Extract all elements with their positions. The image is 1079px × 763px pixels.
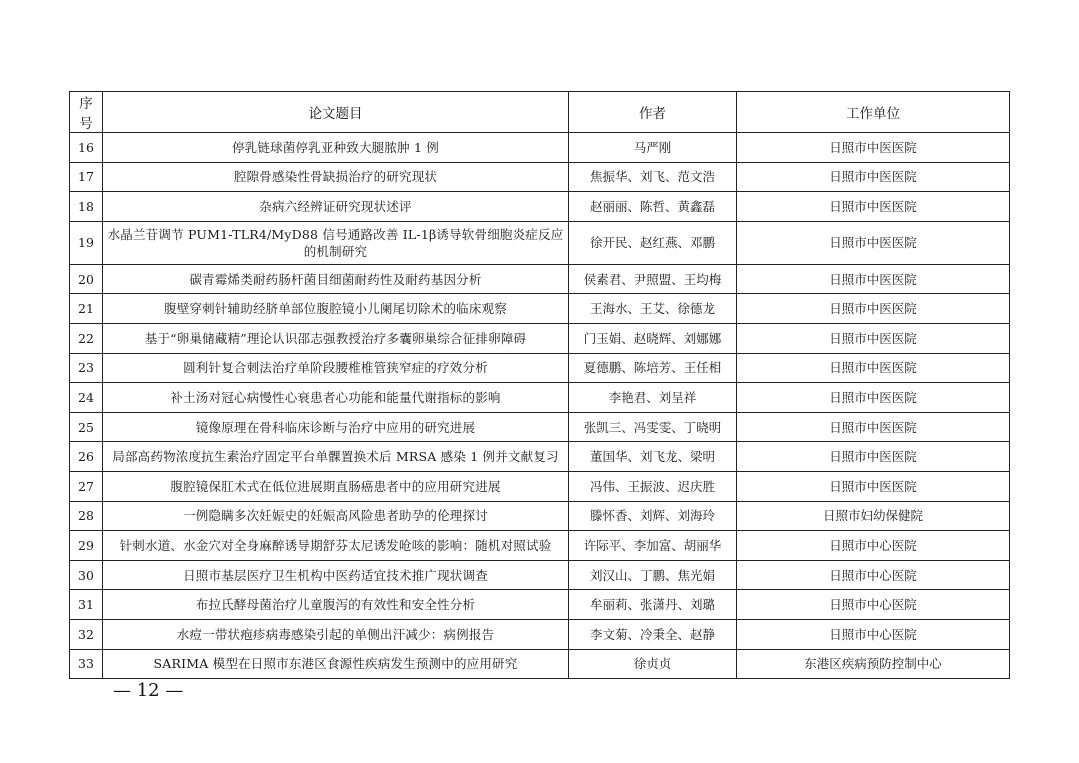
cell-title: 碳青霉烯类耐药肠杆菌目细菌耐药性及耐药基因分析	[103, 264, 569, 294]
cell-title: 镜像原理在骨科临床诊断与治疗中应用的研究进展	[103, 412, 569, 442]
cell-no: 33	[70, 649, 103, 679]
papers-table	[69, 91, 1010, 679]
cell-unit: 日照市中医医院	[737, 162, 1010, 192]
cell-author: 董国华、刘飞龙、梁明	[569, 442, 737, 472]
cell-author: 李文菊、冷秉全、赵静	[569, 619, 737, 649]
cell-title: 布拉氏酵母菌治疗儿童腹泻的有效性和安全性分析	[103, 590, 569, 620]
cell-title: 圆利针复合刺法治疗单阶段腰椎椎管狭窄症的疗效分析	[103, 353, 569, 383]
table-header-row	[70, 92, 1010, 133]
cell-unit: 日照市中医医院	[737, 294, 1010, 324]
cell-unit: 日照市中医医院	[737, 221, 1010, 264]
cell-no: 20	[70, 264, 103, 294]
table-row	[70, 383, 1010, 413]
cell-unit: 日照市中医医院	[737, 412, 1010, 442]
cell-title: 针刺水道、水金穴对全身麻醉诱导期舒芬太尼诱发呛咳的影响：随机对照试验	[103, 531, 569, 561]
cell-no: 16	[70, 133, 103, 163]
header-unit: 工作单位	[737, 92, 1010, 133]
cell-title: 补土汤对冠心病慢性心衰患者心功能和能量代谢指标的影响	[103, 383, 569, 413]
cell-title: 基于“卵巢储藏精”理论认识邵志强教授治疗多囊卵巢综合征排卵障碍	[103, 323, 569, 353]
table-row	[70, 649, 1010, 679]
cell-author: 许际平、李加富、胡丽华	[569, 531, 737, 561]
cell-no: 22	[70, 323, 103, 353]
header-no: 序号	[70, 92, 103, 133]
cell-unit: 日照市中医医院	[737, 383, 1010, 413]
table-row	[70, 531, 1010, 561]
cell-unit: 日照市妇幼保健院	[737, 501, 1010, 531]
cell-no: 30	[70, 560, 103, 590]
table-row	[70, 412, 1010, 442]
cell-title: 一例隐瞒多次妊娠史的妊娠高风险患者助孕的伦理探讨	[103, 501, 569, 531]
cell-no: 31	[70, 590, 103, 620]
cell-unit: 日照市中心医院	[737, 619, 1010, 649]
header-title: 论文题目	[103, 92, 569, 133]
table-row	[70, 264, 1010, 294]
page-number: — 12 —	[113, 680, 184, 701]
cell-author: 滕怀香、刘辉、刘海玲	[569, 501, 737, 531]
cell-author: 焦振华、刘飞、范文浩	[569, 162, 737, 192]
cell-no: 19	[70, 221, 103, 264]
table-row	[70, 590, 1010, 620]
cell-title: 停乳链球菌停乳亚种致大腿脓肿 1 例	[103, 133, 569, 163]
cell-unit: 日照市中医医院	[737, 471, 1010, 501]
cell-title: 水痘一带状疱疹病毒感染引起的单侧出汗减少：病例报告	[103, 619, 569, 649]
table-row	[70, 471, 1010, 501]
cell-no: 27	[70, 471, 103, 501]
cell-author: 王海水、王艾、徐德龙	[569, 294, 737, 324]
cell-author: 冯伟、王振波、迟庆胜	[569, 471, 737, 501]
cell-author: 门玉娟、赵晓辉、刘娜娜	[569, 323, 737, 353]
cell-no: 18	[70, 192, 103, 222]
cell-no: 25	[70, 412, 103, 442]
cell-no: 24	[70, 383, 103, 413]
cell-title: 局部高药物浓度抗生素治疗固定平台单髁置换术后 MRSA 感染 1 例并文献复习	[103, 442, 569, 472]
table-row	[70, 221, 1010, 264]
header-author: 作者	[569, 92, 737, 133]
cell-no: 28	[70, 501, 103, 531]
cell-unit: 东港区疾病预防控制中心	[737, 649, 1010, 679]
cell-unit: 日照市中心医院	[737, 560, 1010, 590]
cell-title: 腔隙骨感染性骨缺损治疗的研究现状	[103, 162, 569, 192]
cell-author: 李艳君、刘呈祥	[569, 383, 737, 413]
table-row	[70, 162, 1010, 192]
cell-unit: 日照市中医医院	[737, 323, 1010, 353]
cell-unit: 日照市中心医院	[737, 590, 1010, 620]
table-row	[70, 353, 1010, 383]
cell-author: 赵丽丽、陈哲、黄鑫磊	[569, 192, 737, 222]
table-row	[70, 619, 1010, 649]
cell-unit: 日照市中医医院	[737, 442, 1010, 472]
cell-author: 夏德鹏、陈培芳、王任相	[569, 353, 737, 383]
cell-title: SARIMA 模型在日照市东港区食源性疾病发生预测中的应用研究	[103, 649, 569, 679]
cell-no: 26	[70, 442, 103, 472]
table-row	[70, 294, 1010, 324]
cell-no: 17	[70, 162, 103, 192]
cell-author: 侯素君、尹照盟、王均梅	[569, 264, 737, 294]
cell-author: 马严刚	[569, 133, 737, 163]
cell-title: 日照市基层医疗卫生机构中医药适宜技术推广现状调查	[103, 560, 569, 590]
cell-title: 腹壁穿刺针辅助经脐单部位腹腔镜小儿阑尾切除术的临床观察	[103, 294, 569, 324]
cell-unit: 日照市中医医院	[737, 192, 1010, 222]
table-row	[70, 442, 1010, 472]
cell-title: 杂病六经辨证研究现状述评	[103, 192, 569, 222]
cell-no: 32	[70, 619, 103, 649]
cell-author: 徐贞贞	[569, 649, 737, 679]
cell-unit: 日照市中医医院	[737, 133, 1010, 163]
cell-no: 29	[70, 531, 103, 561]
cell-no: 23	[70, 353, 103, 383]
cell-no: 21	[70, 294, 103, 324]
table-row	[70, 323, 1010, 353]
cell-unit: 日照市中医医院	[737, 264, 1010, 294]
table-row	[70, 192, 1010, 222]
table-row	[70, 133, 1010, 163]
cell-author: 张凯三、冯雯雯、丁晓明	[569, 412, 737, 442]
cell-author: 牟丽莉、张潇丹、刘璐	[569, 590, 737, 620]
cell-title: 腹腔镜保肛术式在低位进展期直肠癌患者中的应用研究进展	[103, 471, 569, 501]
cell-unit: 日照市中心医院	[737, 531, 1010, 561]
cell-title: 水晶兰苷调节 PUM1-TLR4/MyD88 信号通路改善 IL-1β诱导软骨细胞炎症反应的机制研究	[103, 221, 569, 264]
table-row	[70, 560, 1010, 590]
table-row	[70, 501, 1010, 531]
cell-author: 刘汉山、丁鹏、焦光娟	[569, 560, 737, 590]
cell-author: 徐开民、赵红燕、邓鹏	[569, 221, 737, 264]
cell-unit: 日照市中医医院	[737, 353, 1010, 383]
